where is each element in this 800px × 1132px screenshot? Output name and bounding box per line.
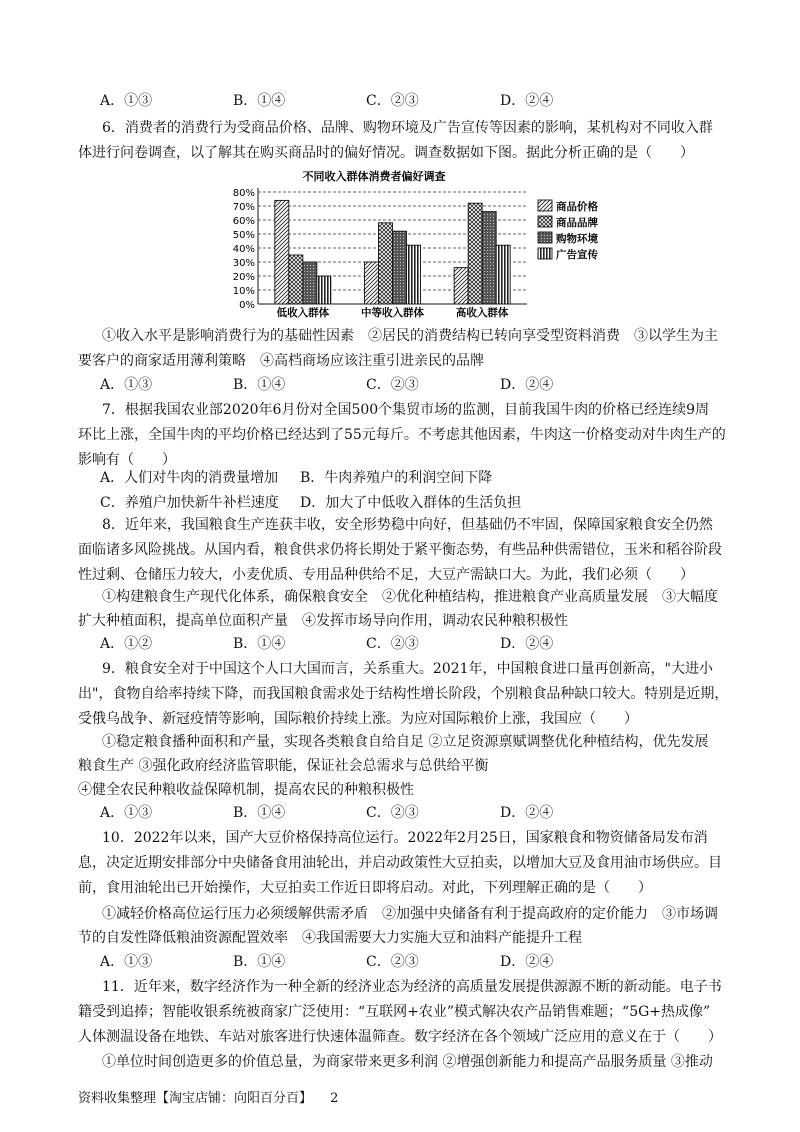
y-tick-label: 80% xyxy=(232,188,255,199)
bar-chart xyxy=(222,168,622,320)
option-a: A．①② xyxy=(100,636,153,652)
bar-1-0 xyxy=(365,262,379,304)
legend-label: 广告宣传 xyxy=(556,249,598,261)
q7-options-row1 xyxy=(100,468,700,488)
q8-line2: 面临诸多风险挑战。从国内看，粮食供求仍将长期处于紧平衡态势，有些品种供需错位，玉米和稻谷阶段 xyxy=(78,542,722,558)
q9-line3: 受俄乌战争、新冠疫情等影响，国际粮价持续上涨。为应对国际粮价上涨，我国应（ ） xyxy=(78,711,638,727)
q7-options-row2 xyxy=(100,493,700,513)
prev-question-options xyxy=(100,91,700,111)
q7-line1: 7．根据我国农业部2020年6月份对全国500个集贸市场的监测，目前我国牛肉的价格已经连续9周 xyxy=(102,402,710,418)
q8-statement2: 扩大种植面积，提高单位面积产量 ④发挥市场导向作用，调动农民种粮积极性 xyxy=(78,613,568,629)
option-a: A．①③ xyxy=(100,805,153,821)
page-number: 2 xyxy=(330,1091,339,1106)
q9-line2: 出"，食物自给率持续下降，而我国粮食需求处于结构性增长阶段，个别粮食品种缺口较大。特别是近期， xyxy=(78,686,729,702)
footer-text: 资料收集整理【淘宝店铺：向阳百分百】 xyxy=(78,1091,313,1106)
y-tick-label: 70% xyxy=(232,202,255,213)
x-category-label: 中等收入群体 xyxy=(361,307,424,319)
q11-line1: 11．近年来，数字经济作为一种全新的经济业态为经济的高质量发展提供源源不断的新动能。电子书 xyxy=(102,979,722,995)
option-b: B．牛肉养殖户的利润空间下降 xyxy=(300,470,493,486)
bar-2-0 xyxy=(454,268,468,304)
bar-2-3 xyxy=(496,245,510,304)
bar-1-3 xyxy=(407,245,421,304)
q8-statement1: ①构建粮食生产现代化体系，确保粮食安全 ②优化种植结构，推进粮食产业高质量发展 ③大幅度 xyxy=(102,589,718,605)
chart-title: 不同收入群体消费者偏好调查 xyxy=(302,170,446,183)
y-tick-label: 0% xyxy=(239,300,255,311)
q9-statement3: ④健全农民种粮收益保障机制，提高农民的种粮积极性 xyxy=(78,782,414,798)
q8-options xyxy=(100,634,700,654)
q8-line1: 8．近年来，我国粮食生产连获丰收，安全形势稳中向好，但基础仍不牢固，保障国家粮食安全仍然 xyxy=(102,517,713,533)
option-d: D．②④ xyxy=(500,954,554,970)
option-c: C．②③ xyxy=(366,954,419,970)
option-c: C．②③ xyxy=(366,636,419,652)
q9-statement2: 粮食生产 ③强化政府经济监管职能，保证社会总需求与总供给平衡 xyxy=(78,758,489,774)
q10-line3: 前，食用油轮出已开始操作，大豆拍卖工作近日即将启动。对此，下列理解正确的是（ ） xyxy=(78,880,652,896)
bar-0-1 xyxy=(289,255,303,304)
q6-line2: 体进行问卷调查，以了解其在购买商品时的偏好情况。调查数据如下图。据此分析正确的是（ ） xyxy=(78,145,694,161)
option-b: B．①④ xyxy=(233,954,286,970)
option-a: A．人们对牛肉的消费量增加 xyxy=(100,470,279,486)
legend-label: 商品价格 xyxy=(556,201,598,213)
option-d: D．②④ xyxy=(500,805,554,821)
y-tick-label: 30% xyxy=(232,258,255,269)
bar-2-2 xyxy=(482,212,496,304)
q10-line2: 息，决定近期安排部分中央储备食用油轮出，并启动政策性大豆拍卖，以增加大豆及食用油市场供应。目 xyxy=(78,855,722,871)
bar-0-3 xyxy=(317,276,331,304)
option-d: D．②④ xyxy=(500,636,554,652)
q6-statement1: ①收入水平是影响消费行为的基础性因素 ②居民的消费结构已转向享受型资料消费 ③以学生为主 xyxy=(102,328,718,344)
option-b: B．①④ xyxy=(233,93,286,109)
option-a: A．①③ xyxy=(100,954,153,970)
x-category-label: 低收入群体 xyxy=(276,307,330,319)
legend-swatch xyxy=(538,248,552,259)
bar-1-2 xyxy=(393,231,407,304)
q9-line1: 9．粮食安全对于中国这个人口大国而言，关系重大。2021年，中国粮食进口量再创新高，"大进小 xyxy=(102,661,713,677)
q7-line3: 影响有（ ） xyxy=(78,452,176,468)
q11-line3: 人体测温设备在地铁、车站对旅客进行快速体温筛查。数字经济在各个领域广泛应用的意义在于（ ） xyxy=(78,1029,722,1045)
page-footer xyxy=(78,1087,338,1106)
q9-statement1: ①稳定粮食播种面积和产量，实现各类粮食自给自足 ②立足资源禀赋调整优化种植结构，优先发展 xyxy=(102,734,709,750)
legend-label: 购物环境 xyxy=(556,233,598,245)
q10-statement1: ①减轻价格高位运行压力必须缓解供需矛盾 ②加强中央储备有利于提高政府的定价能力 ③市场调 xyxy=(102,906,718,922)
q11-line2: 籍受到追捧；智能收银系统被商家广泛使用：“互联网+农业”模式解决农产品销售难题；“5G+热成像” xyxy=(78,1004,711,1020)
legend-swatch xyxy=(538,232,552,243)
q6-line1: 6．消费者的消费行为受商品价格、品牌、购物环境及广告宣传等因素的影响，某机构对不同收入群 xyxy=(102,120,713,136)
option-b: B．①④ xyxy=(233,377,286,393)
x-category-label: 高收入群体 xyxy=(455,307,509,319)
q10-line1: 10．2022年以来，国产大豆价格保持高位运行。2022年2月25日，国家粮食和物资储备局发布消 xyxy=(102,830,708,846)
bar-1-1 xyxy=(379,223,393,304)
y-tick-label: 50% xyxy=(232,230,255,241)
y-tick-label: 40% xyxy=(232,244,255,255)
q10-options xyxy=(100,952,700,972)
option-c: C．养殖户加快新牛补栏速度 xyxy=(100,495,279,511)
option-a: A．①③ xyxy=(100,93,153,109)
option-a: A．①③ xyxy=(100,377,153,393)
option-c: C．②③ xyxy=(366,805,419,821)
q8-line3: 性过剩、仓储压力较大，小麦优质、专用品种供给不足，大豆产需缺口大。为此，我们必须（ ） xyxy=(78,567,694,583)
option-b: B．①④ xyxy=(233,805,286,821)
q11-statement1: ①单位时间创造更多的价值总量，为商家带来更多利润 ②增强创新能力和提高产品服务质量 ③推动 xyxy=(102,1054,713,1070)
bar-2-1 xyxy=(468,203,482,304)
y-tick-label: 20% xyxy=(232,272,255,283)
option-d: D．加大了中低收入群体的生活负担 xyxy=(300,495,522,511)
y-tick-label: 60% xyxy=(232,216,255,227)
bar-0-2 xyxy=(303,262,317,304)
option-b: B．①④ xyxy=(233,636,286,652)
q10-statement2: 节的自发性降低粮油资源配置效率 ④我国需要大力实施大豆和油料产能提升工程 xyxy=(78,930,582,946)
option-c: C．②③ xyxy=(366,377,419,393)
q6-options xyxy=(100,375,700,395)
y-tick-label: 10% xyxy=(232,286,255,297)
legend-swatch xyxy=(538,200,552,211)
legend-label: 商品品牌 xyxy=(556,217,598,229)
q7-line2: 环比上涨，全国牛肉的平均价格已经达到了55元每斤。不考虑其他因素，牛肉这一价格变动对牛肉生产的 xyxy=(78,427,726,443)
option-d: D．②④ xyxy=(500,93,554,109)
q6-statement2: 要客户的商家适用薄利策略 ④高档商场应该注重引进亲民的品牌 xyxy=(78,353,484,369)
option-c: C．②③ xyxy=(366,93,419,109)
q9-options xyxy=(100,803,700,823)
bar-0-0 xyxy=(275,200,289,304)
option-d: D．②④ xyxy=(500,377,554,393)
legend-swatch xyxy=(538,216,552,227)
